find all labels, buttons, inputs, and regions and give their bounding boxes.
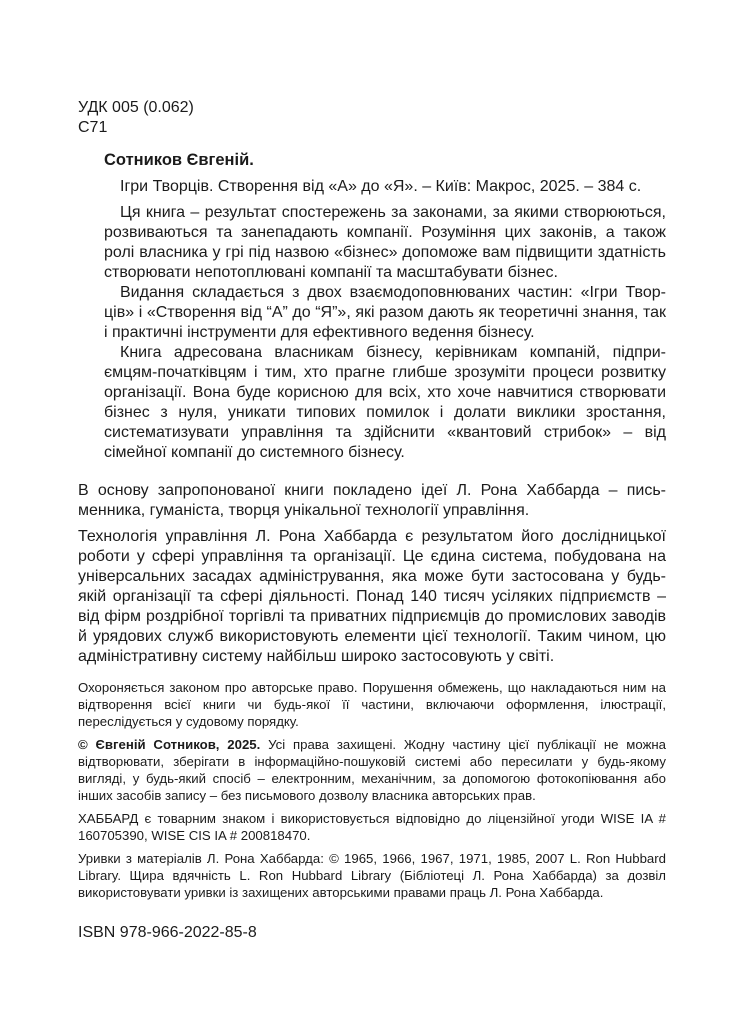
isbn: ISBN 978-966-2022-85-8 (78, 924, 257, 941)
bibliographic-reference: Ігри Творців. Створення від «А» до «Я». – Київ: Макрос, 2025. – 384 с. (120, 178, 642, 195)
protection-notice: Охороняється законом про авторське право. Порушення обмежень, що накладаються ним на відтворення всієї книги чи будь-якої її частини, включаючи оформлення, ілюстрації, переслідується у судовому порядку. (78, 680, 666, 729)
author-name: Сотников Євгеній. (104, 151, 254, 169)
udk-code: УДК 005 (0.062) (78, 99, 194, 116)
trademark-notice: ХАББАРД є товарним знаком і використовується відповідно до ліцензійної угоди WISE IA # 160705390, WISE CIS IA # 200818470. (78, 811, 666, 843)
catalog-code: С71 (78, 119, 108, 136)
copyright-notice (78, 736, 666, 804)
legal-notices (78, 679, 666, 901)
main-paragraph: Технологія управління Л. Рона Хаббарда є результатом його дослідницької роботи у сфері управління та організації. Це єдина система, побудована на універсальних засадах адміністрування, яка може бути застосована у будь-якій організації та сфері діяльності. Понад 140 тисяч усіляких підприємств – від фірм роздрібної торгівлі та приватних підприємців до промислових заводів й урядових служб використовують елементи цієї технології. Таким чином, цю адміністративну систему найбільш широко застосовують у світі. (78, 528, 666, 665)
annotation-paragraph: Видання складається з двох взаємодоповнюваних частин: «Ігри Творців» і «Створення від “А” до “Я”», які разом дають як теоретичні знання, так і практичні інструменти для ефективного ведення бізнесу. (104, 284, 666, 341)
main-text (78, 481, 666, 667)
main-paragraph: В основу запропонованої книги покладено ідеї Л. Рона Хаббарда – письменника, гуманіста, творця унікальної технології управління. (78, 482, 666, 519)
annotation-paragraph: Книга адресована власникам бізнесу, керівникам компаній, підприємцям-початківцям і тим, хто прагне глибше зрозуміти процеси розвитку організації. Вона буде корисною для всіх, хто хоче навчитися створювати бізнес з нуля, уникати типових помилок і долати виклики зростання, систематизувати управління та здійснити «квантовий стрибок» – від сімейної компанії до системного бізнесу. (104, 344, 666, 461)
copyright-text: Усі права захищені. Жодну частину цієї публікації не можна відтворювати, зберігати в інформаційно-пошуковій системі або пересилати у будь-якому вигляді, у будь-який спосіб – електронним, механічним, за допомогою фотокопіювання або інших засобів запису – без письмового дозволу власника авторських прав. (78, 737, 667, 803)
copyright-holder: © Євгеній Сотников, 2025. (78, 737, 261, 752)
excerpts-notice: Уривки з матеріалів Л. Рона Хаббарда: © 1965, 1966, 1967, 1971, 1985, 2007 L. Ron Hubbard Library. Щира вдячність L. Ron Hubbard Library (Бібліотеці Л. Рона Хаббарда) за дозвіл використовувати уривки із захищених авторськими правами праць Л. Рона Хаббарда. (78, 851, 666, 900)
copyright-page (78, 98, 666, 943)
annotation-paragraph: Ця книга – результат спостережень за законами, за якими створюються, розвиваються та занепадають компанії. Розуміння цих законів, а також ролі власника у грі під назвою «бізнес» допоможе вам підвищити здатність створювати непотоплювані компанії та масштабувати бізнес. (104, 204, 666, 281)
annotation (104, 203, 666, 463)
